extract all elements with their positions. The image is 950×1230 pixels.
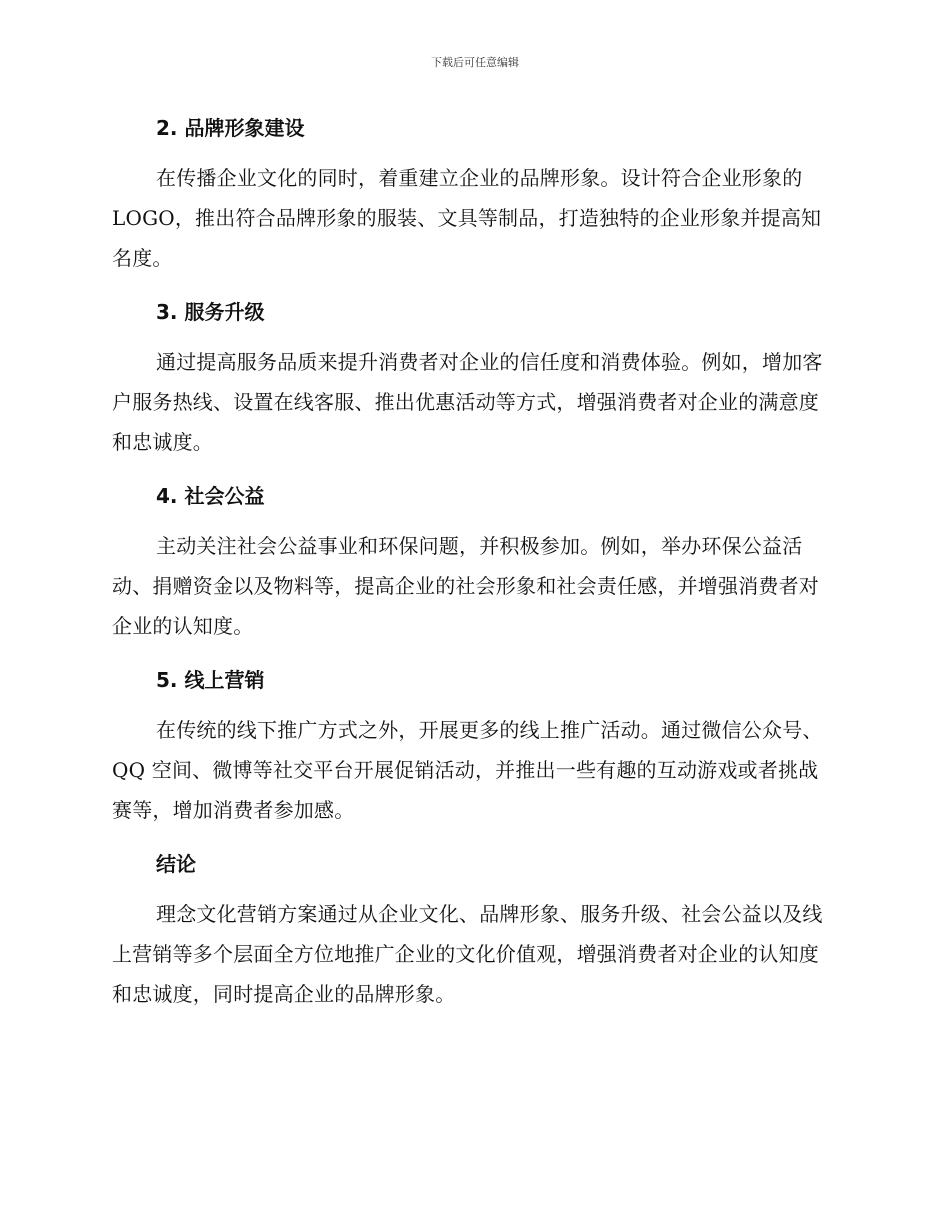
page-header: 下载后可任意编辑 (431, 56, 519, 69)
section-heading: 2. 品牌形象建设 (156, 116, 305, 140)
section-conclusion (112, 846, 837, 1014)
section-heading: 结论 (156, 852, 196, 876)
section-brand-image (112, 110, 837, 278)
document-body (112, 110, 837, 1030)
section-paragraph: 通过提高服务品质来提升消费者对企业的信任度和消费体验。例如，增加客户服务热线、设置在线客服、推出优惠活动等方式，增强消费者对企业的满意度和忠诚度。 (112, 350, 823, 454)
section-paragraph: 在传播企业文化的同时，着重建立企业的品牌形象。设计符合企业形象的 LOGO，推出符合品牌形象的服装、文具等制品，打造独特的企业形象并提高知名度。 (112, 166, 822, 270)
section-heading: 5. 线上营销 (156, 668, 265, 692)
section-heading: 3. 服务升级 (156, 300, 265, 324)
section-paragraph: 主动关注社会公益事业和环保问题，并积极参加。例如，举办环保公益活动、捐赠资金以及物料等，提高企业的社会形象和社会责任感，并增强消费者对企业的认知度。 (112, 534, 819, 638)
section-service-upgrade (112, 294, 837, 462)
section-paragraph: 理念文化营销方案通过从企业文化、品牌形象、服务升级、社会公益以及线上营销等多个层面全方位地推广企业的文化价值观，增强消费者对企业的认知度和忠诚度，同时提高企业的品牌形象。 (112, 902, 823, 1006)
section-paragraph: 在传统的线下推广方式之外，开展更多的线上推广活动。通过微信公众号、QQ 空间、微博等社交平台开展促销活动，并推出一些有趣的互动游戏或者挑战赛等，增加消费者参加感。 (112, 718, 823, 822)
section-online-marketing (112, 662, 837, 830)
section-social-welfare (112, 478, 837, 646)
section-heading: 4. 社会公益 (156, 484, 265, 508)
